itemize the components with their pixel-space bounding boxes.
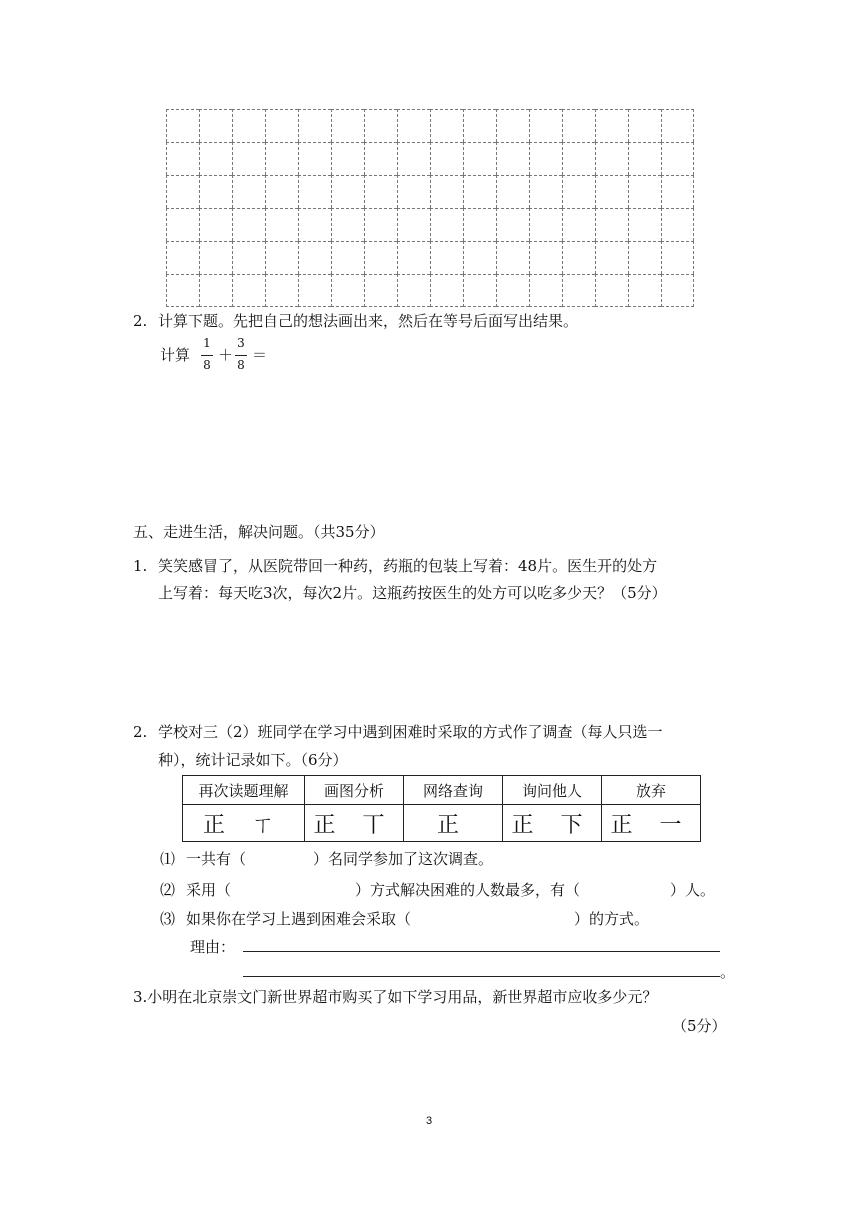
grid-cell[interactable] <box>529 274 562 307</box>
grid-cell[interactable] <box>628 175 661 208</box>
grid-cell[interactable] <box>595 274 628 307</box>
grid-cell[interactable] <box>364 142 397 175</box>
grid-cell[interactable] <box>265 241 298 274</box>
grid-cell[interactable] <box>430 274 463 307</box>
grid-cell[interactable] <box>562 142 595 175</box>
problem-2-number: 2. <box>133 723 148 741</box>
grid-cell[interactable] <box>430 175 463 208</box>
grid-cell[interactable] <box>463 208 496 241</box>
grid-cell[interactable] <box>331 175 364 208</box>
grid-cell[interactable] <box>199 208 232 241</box>
grid-cell[interactable] <box>562 241 595 274</box>
sub-question-1-text-a: 一共有（ <box>186 850 247 868</box>
table-header-ask: 询问他人 <box>503 776 602 805</box>
grid-cell[interactable] <box>166 274 199 307</box>
grid-cell[interactable] <box>331 208 364 241</box>
grid-cell[interactable] <box>463 109 496 142</box>
grid-cell[interactable] <box>496 142 529 175</box>
reason-line-1[interactable] <box>243 951 720 952</box>
calc-label: 计算 <box>160 346 191 364</box>
grid-cell[interactable] <box>331 274 364 307</box>
grid-cell[interactable] <box>628 241 661 274</box>
grid-cell[interactable] <box>265 142 298 175</box>
answer-blank-total[interactable] <box>257 846 311 868</box>
grid-cell[interactable] <box>265 274 298 307</box>
tally-draw: 正 丅 <box>305 805 404 842</box>
grid-cell[interactable] <box>463 274 496 307</box>
sub-question-2-text-b: ）方式解决困难的人数最多，有（ <box>355 881 581 899</box>
grid-cell[interactable] <box>232 175 265 208</box>
grid-cell[interactable] <box>529 109 562 142</box>
grid-cell[interactable] <box>199 109 232 142</box>
problem-2-line-2: 种），统计记录如下。（6分） <box>158 751 348 769</box>
table-header-draw: 画图分析 <box>305 776 404 805</box>
grid-cell[interactable] <box>298 142 331 175</box>
grid-cell[interactable] <box>166 208 199 241</box>
grid-cell[interactable] <box>595 142 628 175</box>
grid-cell[interactable] <box>166 142 199 175</box>
sub-question-2-number: ⑵ <box>160 881 176 899</box>
tally-give-up: 正 一 <box>602 805 701 842</box>
grid-cell[interactable] <box>595 175 628 208</box>
problem-1-line-1: 笑笑感冒了，从医院带回一种药，药瓶的包装上写着：48片。医生开的处方 <box>158 557 658 575</box>
grid-cell[interactable] <box>232 208 265 241</box>
fraction-1-bar <box>201 355 213 356</box>
grid-cell[interactable] <box>166 175 199 208</box>
sub-question-3-number: ⑶ <box>160 910 176 928</box>
sub-question-2-text-c: ）人。 <box>670 881 716 899</box>
grid-cell[interactable] <box>661 241 694 274</box>
sub-question-3-text-a: 如果你在学习上遇到困难会采取（ <box>186 910 412 928</box>
grid-cell[interactable] <box>199 241 232 274</box>
grid-cell[interactable] <box>496 208 529 241</box>
grid-cell[interactable] <box>661 142 694 175</box>
reason-end-mark: 。 <box>720 963 736 981</box>
grid-cell[interactable] <box>298 109 331 142</box>
grid-cell[interactable] <box>298 175 331 208</box>
tally-ask: 正 下 <box>503 805 602 842</box>
grid-cell[interactable] <box>430 142 463 175</box>
grid-cell[interactable] <box>397 241 430 274</box>
table-header-give-up: 放弃 <box>602 776 701 805</box>
grid-cell[interactable] <box>628 109 661 142</box>
grid-cell[interactable] <box>562 208 595 241</box>
grid-cell[interactable] <box>463 142 496 175</box>
grid-cell[interactable] <box>661 109 694 142</box>
grid-cell[interactable] <box>397 142 430 175</box>
answer-blank-my-method[interactable] <box>440 906 572 928</box>
grid-cell[interactable] <box>397 208 430 241</box>
tally-reread: 正 ㄒ <box>183 805 305 842</box>
grid-cell[interactable] <box>199 175 232 208</box>
grid-cell[interactable] <box>397 274 430 307</box>
fraction-2-numerator: 3 <box>237 336 245 350</box>
grid-cell[interactable] <box>529 175 562 208</box>
grid-cell[interactable] <box>364 241 397 274</box>
grid-cell[interactable] <box>298 274 331 307</box>
grid-cell[interactable] <box>529 241 562 274</box>
grid-cell[interactable] <box>628 208 661 241</box>
grid-cell[interactable] <box>628 142 661 175</box>
grid-cell[interactable] <box>331 142 364 175</box>
grid-cell[interactable] <box>232 142 265 175</box>
reason-line-2[interactable] <box>243 976 720 977</box>
answer-blank-most-count[interactable] <box>622 877 668 899</box>
section-5-heading: 五、走进生活，解决问题。（共35分） <box>133 523 385 541</box>
grid-cell[interactable] <box>595 208 628 241</box>
problem-2-line-1: 学校对三（2）班同学在学习中遇到困难时采取的方式作了调查（每人只选一 <box>158 723 663 741</box>
problem-3-points: （5分） <box>672 1017 727 1035</box>
grid-cell[interactable] <box>661 175 694 208</box>
fraction-1-denominator: 8 <box>203 358 211 372</box>
problem-1-line-2: 上写着：每天吃3次，每次2片。这瓶药按医生的处方可以吃多少天？（5分） <box>158 584 667 602</box>
sub-question-2-text-a: 采用（ <box>186 881 232 899</box>
writing-grid[interactable] <box>166 109 694 307</box>
survey-tally-table <box>182 775 701 842</box>
grid-cell[interactable] <box>430 109 463 142</box>
grid-cell[interactable] <box>265 175 298 208</box>
grid-cell[interactable] <box>529 208 562 241</box>
grid-cell[interactable] <box>364 208 397 241</box>
grid-cell[interactable] <box>232 241 265 274</box>
page-number: 3 <box>426 1115 433 1127</box>
sub-question-1-number: ⑴ <box>160 850 176 868</box>
grid-cell[interactable] <box>463 175 496 208</box>
grid-cell[interactable] <box>430 241 463 274</box>
grid-cell[interactable] <box>364 274 397 307</box>
grid-cell[interactable] <box>430 208 463 241</box>
answer-blank-most-method[interactable] <box>243 877 353 899</box>
grid-cell[interactable] <box>331 109 364 142</box>
grid-cell[interactable] <box>166 241 199 274</box>
grid-cell[interactable] <box>265 109 298 142</box>
q2-text: 计算下题。先把自己的想法画出来，然后在等号后面写出结果。 <box>158 312 579 330</box>
grid-cell[interactable] <box>298 241 331 274</box>
grid-cell[interactable] <box>298 208 331 241</box>
grid-cell[interactable] <box>463 241 496 274</box>
grid-cell[interactable] <box>496 241 529 274</box>
grid-cell[interactable] <box>562 109 595 142</box>
plus-sign: ＋ <box>218 346 234 364</box>
table-header-reread: 再次读题理解 <box>183 776 305 805</box>
problem-3-line-1: 3.小明在北京崇文门新世界超市购买了如下学习用品，新世界超市应收多少元？ <box>133 988 658 1006</box>
grid-cell[interactable] <box>628 274 661 307</box>
grid-cell[interactable] <box>232 274 265 307</box>
problem-1-number: 1. <box>133 557 148 575</box>
grid-cell[interactable] <box>562 175 595 208</box>
grid-cell[interactable] <box>331 241 364 274</box>
grid-cell[interactable] <box>595 241 628 274</box>
fraction-1-numerator: 1 <box>203 336 211 350</box>
fraction-2-bar <box>235 355 247 356</box>
grid-cell[interactable] <box>265 208 298 241</box>
grid-cell[interactable] <box>661 208 694 241</box>
equals-sign: ＝ <box>252 346 268 364</box>
grid-cell[interactable] <box>397 109 430 142</box>
grid-cell[interactable] <box>199 142 232 175</box>
grid-cell[interactable] <box>562 274 595 307</box>
reason-label: 理由： <box>190 938 236 956</box>
grid-cell[interactable] <box>496 274 529 307</box>
sub-question-3-text-b: ）的方式。 <box>574 910 650 928</box>
grid-cell[interactable] <box>364 109 397 142</box>
tally-internet: 正 <box>404 805 503 842</box>
grid-cell[interactable] <box>397 175 430 208</box>
grid-cell[interactable] <box>232 109 265 142</box>
grid-cell[interactable] <box>496 175 529 208</box>
table-header-internet: 网络查询 <box>404 776 503 805</box>
grid-cell[interactable] <box>661 274 694 307</box>
grid-cell[interactable] <box>496 109 529 142</box>
grid-cell[interactable] <box>529 142 562 175</box>
grid-cell[interactable] <box>166 109 199 142</box>
fraction-2-denominator: 8 <box>237 358 245 372</box>
sub-question-1-text-b: ）名同学参加了这次调查。 <box>313 850 494 868</box>
q2-number: 2. <box>133 312 148 330</box>
grid-cell[interactable] <box>364 175 397 208</box>
grid-cell[interactable] <box>595 109 628 142</box>
grid-cell[interactable] <box>199 274 232 307</box>
